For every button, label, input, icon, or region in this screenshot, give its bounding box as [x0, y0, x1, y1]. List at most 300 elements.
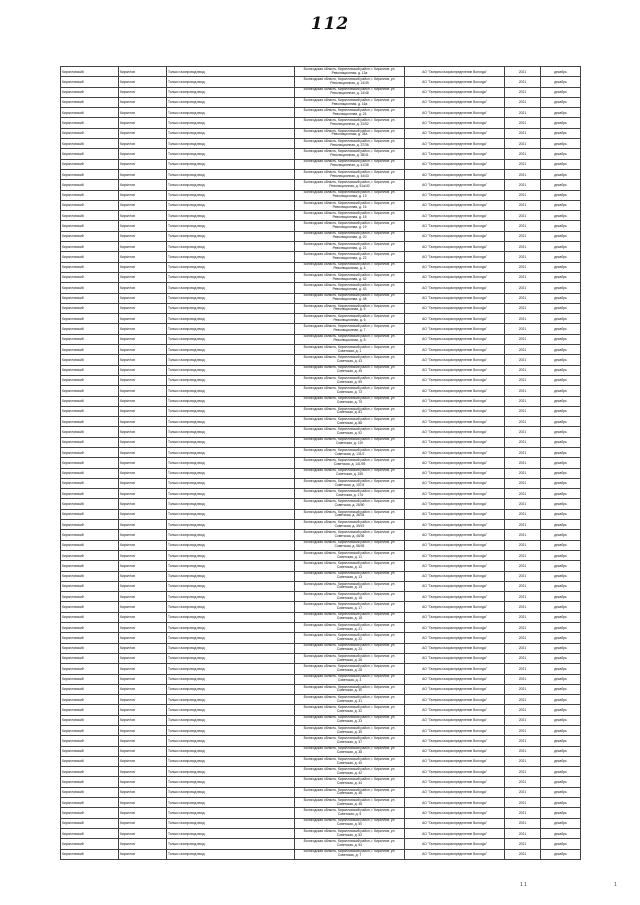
cell-work-type: Только газопровод ввод: [167, 108, 295, 118]
cell-month: декабрь: [541, 231, 581, 241]
cell-month: декабрь: [541, 550, 581, 560]
cell-work-type: Только газопровод ввод: [167, 252, 295, 262]
cell-town: Кириллов: [119, 242, 167, 252]
cell-town: Кириллов: [119, 653, 167, 663]
cell-year: 2021: [505, 612, 541, 622]
cell-organization: АО "Газпром газораспределение Вологда": [405, 736, 505, 746]
cell-address: Вологодская область, Кирилловский район, г. Кириллов, ул. Революционная, д. 34а: [295, 128, 405, 138]
cell-organization: АО "Газпром газораспределение Вологда": [405, 828, 505, 838]
cell-work-type: Только газопровод ввод: [167, 303, 295, 313]
table-row: [61, 726, 581, 736]
table-row: [61, 746, 581, 756]
cell-district: Кирилловский: [61, 478, 119, 488]
cell-district: Кирилловский: [61, 756, 119, 766]
cell-month: декабрь: [541, 221, 581, 231]
cell-work-type: Только газопровод ввод: [167, 520, 295, 530]
cell-month: декабрь: [541, 839, 581, 849]
cell-work-type: Только газопровод ввод: [167, 674, 295, 684]
cell-year: 2021: [505, 139, 541, 149]
cell-district: Кирилловский: [61, 396, 119, 406]
cell-organization: АО "Газпром газораспределение Вологда": [405, 324, 505, 334]
cell-work-type: Только газопровод ввод: [167, 561, 295, 571]
cell-district: Кирилловский: [61, 180, 119, 190]
cell-town: Кириллов: [119, 468, 167, 478]
table-row: [61, 509, 581, 519]
cell-organization: АО "Газпром газораспределение Вологда": [405, 715, 505, 725]
cell-work-type: Только газопровод ввод: [167, 67, 295, 77]
cell-town: Кириллов: [119, 715, 167, 725]
cell-year: 2021: [505, 592, 541, 602]
cell-year: 2021: [505, 386, 541, 396]
cell-work-type: Только газопровод ввод: [167, 458, 295, 468]
cell-organization: АО "Газпром газораспределение Вологда": [405, 561, 505, 571]
cell-town: Кириллов: [119, 97, 167, 107]
cell-month: декабрь: [541, 211, 581, 221]
cell-town: Кириллов: [119, 777, 167, 787]
cell-month: декабрь: [541, 602, 581, 612]
cell-work-type: Только газопровод ввод: [167, 283, 295, 293]
table-row: [61, 468, 581, 478]
cell-organization: АО "Газпром газораспределение Вологда": [405, 314, 505, 324]
table-row: [61, 169, 581, 179]
cell-district: Кирилловский: [61, 437, 119, 447]
cell-work-type: Только газопровод ввод: [167, 211, 295, 221]
cell-month: декабрь: [541, 272, 581, 282]
cell-town: Кириллов: [119, 262, 167, 272]
cell-work-type: Только газопровод ввод: [167, 808, 295, 818]
cell-work-type: Только газопровод ввод: [167, 705, 295, 715]
cell-month: декабрь: [541, 674, 581, 684]
table-row: [61, 386, 581, 396]
table-row: [61, 324, 581, 334]
cell-month: декабрь: [541, 67, 581, 77]
cell-district: Кирилловский: [61, 200, 119, 210]
cell-address: Вологодская область, Кирилловский район, г. Кириллов, ул. Революционная, д. 14/49: [295, 77, 405, 87]
cell-town: Кириллов: [119, 808, 167, 818]
cell-organization: АО "Газпром газораспределение Вологда": [405, 592, 505, 602]
cell-district: Кирилловский: [61, 777, 119, 787]
cell-work-type: Только газопровод ввод: [167, 118, 295, 128]
cell-organization: АО "Газпром газораспределение Вологда": [405, 345, 505, 355]
cell-town: Кириллов: [119, 118, 167, 128]
cell-work-type: Только газопровод ввод: [167, 664, 295, 674]
table-row: [61, 623, 581, 633]
cell-address: Вологодская область, Кирилловский район, г. Кириллов, ул. Советская, д. 52: [295, 828, 405, 838]
table-row: [61, 139, 581, 149]
cell-address: Вологодская область, Кирилловский район, г. Кириллов, ул. Советская, д. 50: [295, 818, 405, 828]
cell-year: 2021: [505, 478, 541, 488]
cell-year: 2021: [505, 345, 541, 355]
cell-address: Вологодская область, Кирилловский район, г. Кириллов, ул. Советская, д. 92: [295, 427, 405, 437]
cell-organization: АО "Газпром газораспределение Вологда": [405, 118, 505, 128]
cell-organization: АО "Газпром газораспределение Вологда": [405, 653, 505, 663]
cell-work-type: Только газопровод ввод: [167, 643, 295, 653]
cell-town: Кириллов: [119, 211, 167, 221]
cell-organization: АО "Газпром газораспределение Вологда": [405, 777, 505, 787]
cell-work-type: Только газопровод ввод: [167, 839, 295, 849]
cell-work-type: Только газопровод ввод: [167, 375, 295, 385]
cell-address: Вологодская область, Кирилловский район, г. Кириллов, ул. Советская, д. 26/50: [295, 499, 405, 509]
cell-organization: АО "Газпром газораспределение Вологда": [405, 386, 505, 396]
table-row: [61, 705, 581, 715]
cell-district: Кирилловский: [61, 334, 119, 344]
cell-organization: АО "Газпром газораспределение Вологда": [405, 468, 505, 478]
table-row: [61, 602, 581, 612]
cell-district: Кирилловский: [61, 674, 119, 684]
cell-organization: АО "Газпром газораспределение Вологда": [405, 97, 505, 107]
cell-district: Кирилловский: [61, 767, 119, 777]
cell-organization: АО "Газпром газораспределение Вологда": [405, 499, 505, 509]
cell-town: Кириллов: [119, 571, 167, 581]
cell-work-type: Только газопровод ввод: [167, 180, 295, 190]
cell-work-type: Только газопровод ввод: [167, 272, 295, 282]
cell-district: Кирилловский: [61, 139, 119, 149]
cell-organization: АО "Газпром газораспределение Вологда": [405, 571, 505, 581]
cell-town: Кириллов: [119, 427, 167, 437]
cell-month: декабрь: [541, 561, 581, 571]
cell-address: Вологодская область, Кирилловский район, г. Кириллов, ул. Революционная, д. 18: [295, 211, 405, 221]
cell-district: Кирилловский: [61, 787, 119, 797]
cell-organization: АО "Газпром газораспределение Вологда": [405, 169, 505, 179]
cell-work-type: Только газопровод ввод: [167, 221, 295, 231]
cell-year: 2021: [505, 97, 541, 107]
cell-month: декабрь: [541, 118, 581, 128]
cell-organization: АО "Газпром газораспределение Вологда": [405, 396, 505, 406]
cell-district: Кирилловский: [61, 190, 119, 200]
cell-organization: АО "Газпром газораспределение Вологда": [405, 77, 505, 87]
cell-district: Кирилловский: [61, 623, 119, 633]
cell-work-type: Только газопровод ввод: [167, 746, 295, 756]
cell-work-type: Только газопровод ввод: [167, 828, 295, 838]
cell-work-type: Только газопровод ввод: [167, 314, 295, 324]
cell-address: Вологодская область, Кирилловский район, г. Кириллов, ул. Советская, д. 3: [295, 674, 405, 684]
cell-year: 2021: [505, 828, 541, 838]
table-row: [61, 808, 581, 818]
cell-district: Кирилловский: [61, 108, 119, 118]
cell-address: Вологодская область, Кирилловский район, г. Кириллов, ул. Революционная, д. 41/38: [295, 159, 405, 169]
cell-work-type: Только газопровод ввод: [167, 540, 295, 550]
cell-work-type: Только газопровод ввод: [167, 159, 295, 169]
table-row: [61, 798, 581, 808]
cell-district: Кирилловский: [61, 231, 119, 241]
cell-month: декабрь: [541, 437, 581, 447]
cell-district: Кирилловский: [61, 118, 119, 128]
cell-district: Кирилловский: [61, 530, 119, 540]
cell-year: 2021: [505, 798, 541, 808]
cell-work-type: Только газопровод ввод: [167, 149, 295, 159]
cell-month: декабрь: [541, 303, 581, 313]
cell-work-type: Только газопровод ввод: [167, 684, 295, 694]
cell-month: декабрь: [541, 87, 581, 97]
data-table: [60, 66, 581, 860]
cell-month: декабрь: [541, 128, 581, 138]
cell-address: Вологодская область, Кирилловский район, г. Кириллов, ул. Советская, д. 46/36: [295, 530, 405, 540]
cell-district: Кирилловский: [61, 417, 119, 427]
cell-town: Кириллов: [119, 345, 167, 355]
cell-address: Вологодская область, Кирилловский район, г. Кириллов, ул. Советская, д. 174: [295, 489, 405, 499]
cell-year: 2021: [505, 180, 541, 190]
cell-district: Кирилловский: [61, 128, 119, 138]
cell-district: Кирилловский: [61, 520, 119, 530]
cell-district: Кирилловский: [61, 355, 119, 365]
cell-year: 2021: [505, 468, 541, 478]
table-row: [61, 653, 581, 663]
cell-year: 2021: [505, 643, 541, 653]
cell-year: 2021: [505, 602, 541, 612]
cell-year: 2021: [505, 818, 541, 828]
table-row: [61, 200, 581, 210]
cell-work-type: Только газопровод ввод: [167, 293, 295, 303]
cell-district: Кирилловский: [61, 509, 119, 519]
cell-district: Кирилловский: [61, 695, 119, 705]
cell-town: Кириллов: [119, 159, 167, 169]
cell-town: Кириллов: [119, 406, 167, 416]
cell-month: декабрь: [541, 190, 581, 200]
cell-address: Вологодская область, Кирилловский район, г. Кириллов, ул. Советская, д. 43: [295, 355, 405, 365]
cell-work-type: Только газопровод ввод: [167, 200, 295, 210]
table-row: [61, 118, 581, 128]
cell-year: 2021: [505, 540, 541, 550]
cell-work-type: Только газопровод ввод: [167, 139, 295, 149]
table-row: [61, 499, 581, 509]
cell-address: Вологодская область, Кирилловский район, г. Кириллов, ул. Советская, д. 131/2: [295, 447, 405, 457]
cell-address: Вологодская область, Кирилловский район, г. Кириллов, ул. Советская, д. 54: [295, 839, 405, 849]
cell-year: 2021: [505, 736, 541, 746]
cell-organization: АО "Газпром газораспределение Вологда": [405, 478, 505, 488]
cell-address: Вологодская область, Кирилловский район, г. Кириллов, ул. Революционная, д. 19: [295, 221, 405, 231]
cell-district: Кирилловский: [61, 489, 119, 499]
table-row: [61, 427, 581, 437]
cell-work-type: Только газопровод ввод: [167, 97, 295, 107]
cell-year: 2021: [505, 550, 541, 560]
cell-town: Кириллов: [119, 169, 167, 179]
cell-address: Вологодская область, Кирилловский район, г. Кириллов, ул. Революционная, д. 22: [295, 252, 405, 262]
cell-organization: АО "Газпром газораспределение Вологда": [405, 674, 505, 684]
table-row: [61, 375, 581, 385]
cell-work-type: Только газопровод ввод: [167, 190, 295, 200]
cell-town: Кириллов: [119, 128, 167, 138]
cell-address: Вологодская область, Кирилловский район, г. Кириллов, ул. Советская, д. 42: [295, 767, 405, 777]
cell-year: 2021: [505, 293, 541, 303]
cell-year: 2021: [505, 633, 541, 643]
cell-work-type: Только газопровод ввод: [167, 427, 295, 437]
cell-address: Вологодская область, Кирилловский район, г. Кириллов, ул. Советская, д. 30: [295, 684, 405, 694]
cell-organization: АО "Газпром газораспределение Вологда": [405, 355, 505, 365]
cell-town: Кириллов: [119, 756, 167, 766]
cell-organization: АО "Газпром газораспределение Вологда": [405, 447, 505, 457]
cell-month: декабрь: [541, 478, 581, 488]
cell-town: Кириллов: [119, 293, 167, 303]
cell-organization: АО "Газпром газораспределение Вологда": [405, 509, 505, 519]
cell-address: Вологодская область, Кирилловский район, г. Кириллов, ул. Советская, д. 40: [295, 756, 405, 766]
cell-town: Кириллов: [119, 623, 167, 633]
cell-year: 2021: [505, 283, 541, 293]
cell-month: декабрь: [541, 623, 581, 633]
cell-work-type: Только газопровод ввод: [167, 128, 295, 138]
table-row: [61, 128, 581, 138]
cell-year: 2021: [505, 427, 541, 437]
cell-month: декабрь: [541, 417, 581, 427]
cell-district: Кирилловский: [61, 839, 119, 849]
cell-year: 2021: [505, 87, 541, 97]
cell-organization: АО "Газпром газораспределение Вологда": [405, 211, 505, 221]
cell-work-type: Только газопровод ввод: [167, 417, 295, 427]
table-row: [61, 520, 581, 530]
cell-town: Кириллов: [119, 108, 167, 118]
cell-year: 2021: [505, 571, 541, 581]
cell-address: Вологодская область, Кирилловский район, г. Кириллов, ул. Революционная, д. 48: [295, 293, 405, 303]
cell-address: Вологодская область, Кирилловский район, г. Кириллов, ул. Революционная, д. 16а: [295, 97, 405, 107]
cell-year: 2021: [505, 355, 541, 365]
cell-town: Кириллов: [119, 592, 167, 602]
cell-work-type: Только газопровод ввод: [167, 653, 295, 663]
cell-district: Кирилловский: [61, 272, 119, 282]
cell-address: Вологодская область, Кирилловский район, г. Кириллов, ул. Советская, д. 11: [295, 550, 405, 560]
cell-town: Кириллов: [119, 849, 167, 859]
cell-organization: АО "Газпром газораспределение Вологда": [405, 375, 505, 385]
cell-town: Кириллов: [119, 324, 167, 334]
cell-address: Вологодская область, Кирилловский район, г. Кириллов, ул. Советская, д. 7: [295, 849, 405, 859]
table-row: [61, 695, 581, 705]
cell-month: декабрь: [541, 77, 581, 87]
cell-work-type: Только газопровод ввод: [167, 571, 295, 581]
cell-address: Вологодская область, Кирилловский район, г. Кириллов, ул. Советская, д. 141/95: [295, 458, 405, 468]
cell-district: Кирилловский: [61, 262, 119, 272]
cell-organization: АО "Газпром газораспределение Вологда": [405, 149, 505, 159]
cell-address: Вологодская область, Кирилловский район, г. Кириллов, ул. Советская, д. 36/34: [295, 509, 405, 519]
table-row: [61, 97, 581, 107]
cell-district: Кирилловский: [61, 715, 119, 725]
cell-month: декабрь: [541, 396, 581, 406]
cell-organization: АО "Газпром газораспределение Вологда": [405, 87, 505, 97]
cell-year: 2021: [505, 118, 541, 128]
cell-work-type: Только газопровод ввод: [167, 355, 295, 365]
table-row: [61, 314, 581, 324]
table-row: [61, 396, 581, 406]
cell-address: Вологодская область, Кирилловский район, г. Кириллов, ул. Революционная, д. 44/43: [295, 169, 405, 179]
cell-town: Кириллов: [119, 437, 167, 447]
cell-district: Кирилловский: [61, 314, 119, 324]
cell-organization: АО "Газпром газораспределение Вологда": [405, 839, 505, 849]
table-row: [61, 458, 581, 468]
table-row: [61, 787, 581, 797]
cell-year: 2021: [505, 581, 541, 591]
cell-district: Кирилловский: [61, 726, 119, 736]
cell-year: 2021: [505, 406, 541, 416]
table-row: [61, 489, 581, 499]
cell-month: декабрь: [541, 540, 581, 550]
cell-address: Вологодская область, Кирилловский район, г. Кириллов, ул. Советская, д. 16: [295, 592, 405, 602]
cell-work-type: Только газопровод ввод: [167, 726, 295, 736]
cell-town: Кириллов: [119, 633, 167, 643]
cell-work-type: Только газопровод ввод: [167, 262, 295, 272]
cell-town: Кириллов: [119, 602, 167, 612]
cell-year: 2021: [505, 211, 541, 221]
cell-work-type: Только газопровод ввод: [167, 818, 295, 828]
cell-organization: АО "Газпром газораспределение Вологда": [405, 581, 505, 591]
cell-organization: АО "Газпром газораспределение Вологда": [405, 427, 505, 437]
cell-district: Кирилловский: [61, 283, 119, 293]
cell-district: Кирилловский: [61, 293, 119, 303]
cell-year: 2021: [505, 169, 541, 179]
cell-month: декабрь: [541, 324, 581, 334]
cell-work-type: Только газопровод ввод: [167, 499, 295, 509]
table-row: [61, 674, 581, 684]
cell-month: декабрь: [541, 777, 581, 787]
table-row: [61, 478, 581, 488]
cell-organization: АО "Газпром газораспределение Вологда": [405, 767, 505, 777]
cell-work-type: Только газопровод ввод: [167, 242, 295, 252]
cell-address: Вологодская область, Кирилловский район, г. Кириллов, ул. Советская, д. 155: [295, 468, 405, 478]
cell-district: Кирилловский: [61, 581, 119, 591]
cell-organization: АО "Газпром газораспределение Вологда": [405, 726, 505, 736]
table-row: [61, 108, 581, 118]
cell-town: Кириллов: [119, 334, 167, 344]
table-row: [61, 159, 581, 169]
cell-address: Вологодская область, Кирилловский район, г. Кириллов, ул. Советская, д. 18: [295, 612, 405, 622]
cell-town: Кириллов: [119, 684, 167, 694]
cell-work-type: Только газопровод ввод: [167, 365, 295, 375]
cell-address: Вологодская область, Кирилловский район, г. Кириллов, ул. Советская, д. 24: [295, 643, 405, 653]
cell-work-type: Только газопровод ввод: [167, 623, 295, 633]
cell-district: Кирилловский: [61, 303, 119, 313]
cell-organization: АО "Газпром газораспределение Вологда": [405, 221, 505, 231]
cell-month: декабрь: [541, 509, 581, 519]
footer-mark-right: 1: [614, 882, 617, 888]
table-row: [61, 633, 581, 643]
cell-work-type: Только газопровод ввод: [167, 386, 295, 396]
cell-town: Кириллов: [119, 839, 167, 849]
cell-district: Кирилловский: [61, 386, 119, 396]
cell-month: декабрь: [541, 169, 581, 179]
cell-month: декабрь: [541, 458, 581, 468]
cell-month: декабрь: [541, 242, 581, 252]
cell-town: Кириллов: [119, 396, 167, 406]
table-row: [61, 77, 581, 87]
cell-month: декабрь: [541, 108, 581, 118]
cell-address: Вологодская область, Кирилловский район, г. Кириллов, ул. Советская, д. 45: [295, 365, 405, 375]
cell-address: Вологодская область, Кирилловский район, г. Кириллов, ул. Революционная, д. 4: [295, 262, 405, 272]
cell-month: декабрь: [541, 849, 581, 859]
cell-work-type: Только газопровод ввод: [167, 633, 295, 643]
cell-address: Вологодская область, Кирилловский район, г. Кириллов, ул. Советская, д. 119: [295, 437, 405, 447]
cell-address: Вологодская область, Кирилловский район, г. Кириллов, ул. Советская, д. 12: [295, 561, 405, 571]
cell-address: Вологодская область, Кирилловский район, г. Кириллов, ул. Революционная, д. 15: [295, 200, 405, 210]
cell-town: Кириллов: [119, 365, 167, 375]
cell-district: Кирилловский: [61, 97, 119, 107]
cell-district: Кирилловский: [61, 684, 119, 694]
cell-district: Кирилловский: [61, 808, 119, 818]
table-row: [61, 684, 581, 694]
table-row: [61, 643, 581, 653]
cell-year: 2021: [505, 324, 541, 334]
table-row: [61, 736, 581, 746]
cell-address: Вологодская область, Кирилловский район, г. Кириллов, ул. Советская, д. 13: [295, 571, 405, 581]
cell-organization: АО "Газпром газораспределение Вологда": [405, 612, 505, 622]
table-row: [61, 334, 581, 344]
table-row: [61, 715, 581, 725]
cell-town: Кириллов: [119, 550, 167, 560]
cell-address: Вологодская область, Кирилловский район, г. Кириллов, ул. Советская, д. 32: [295, 705, 405, 715]
cell-address: Вологодская область, Кирилловский район, г. Кириллов, ул. Советская, д. 26: [295, 653, 405, 663]
cell-work-type: Только газопровод ввод: [167, 612, 295, 622]
cell-district: Кирилловский: [61, 602, 119, 612]
cell-town: Кириллов: [119, 355, 167, 365]
cell-district: Кирилловский: [61, 211, 119, 221]
cell-town: Кириллов: [119, 767, 167, 777]
cell-month: декабрь: [541, 520, 581, 530]
cell-organization: АО "Газпром газораспределение Вологда": [405, 108, 505, 118]
